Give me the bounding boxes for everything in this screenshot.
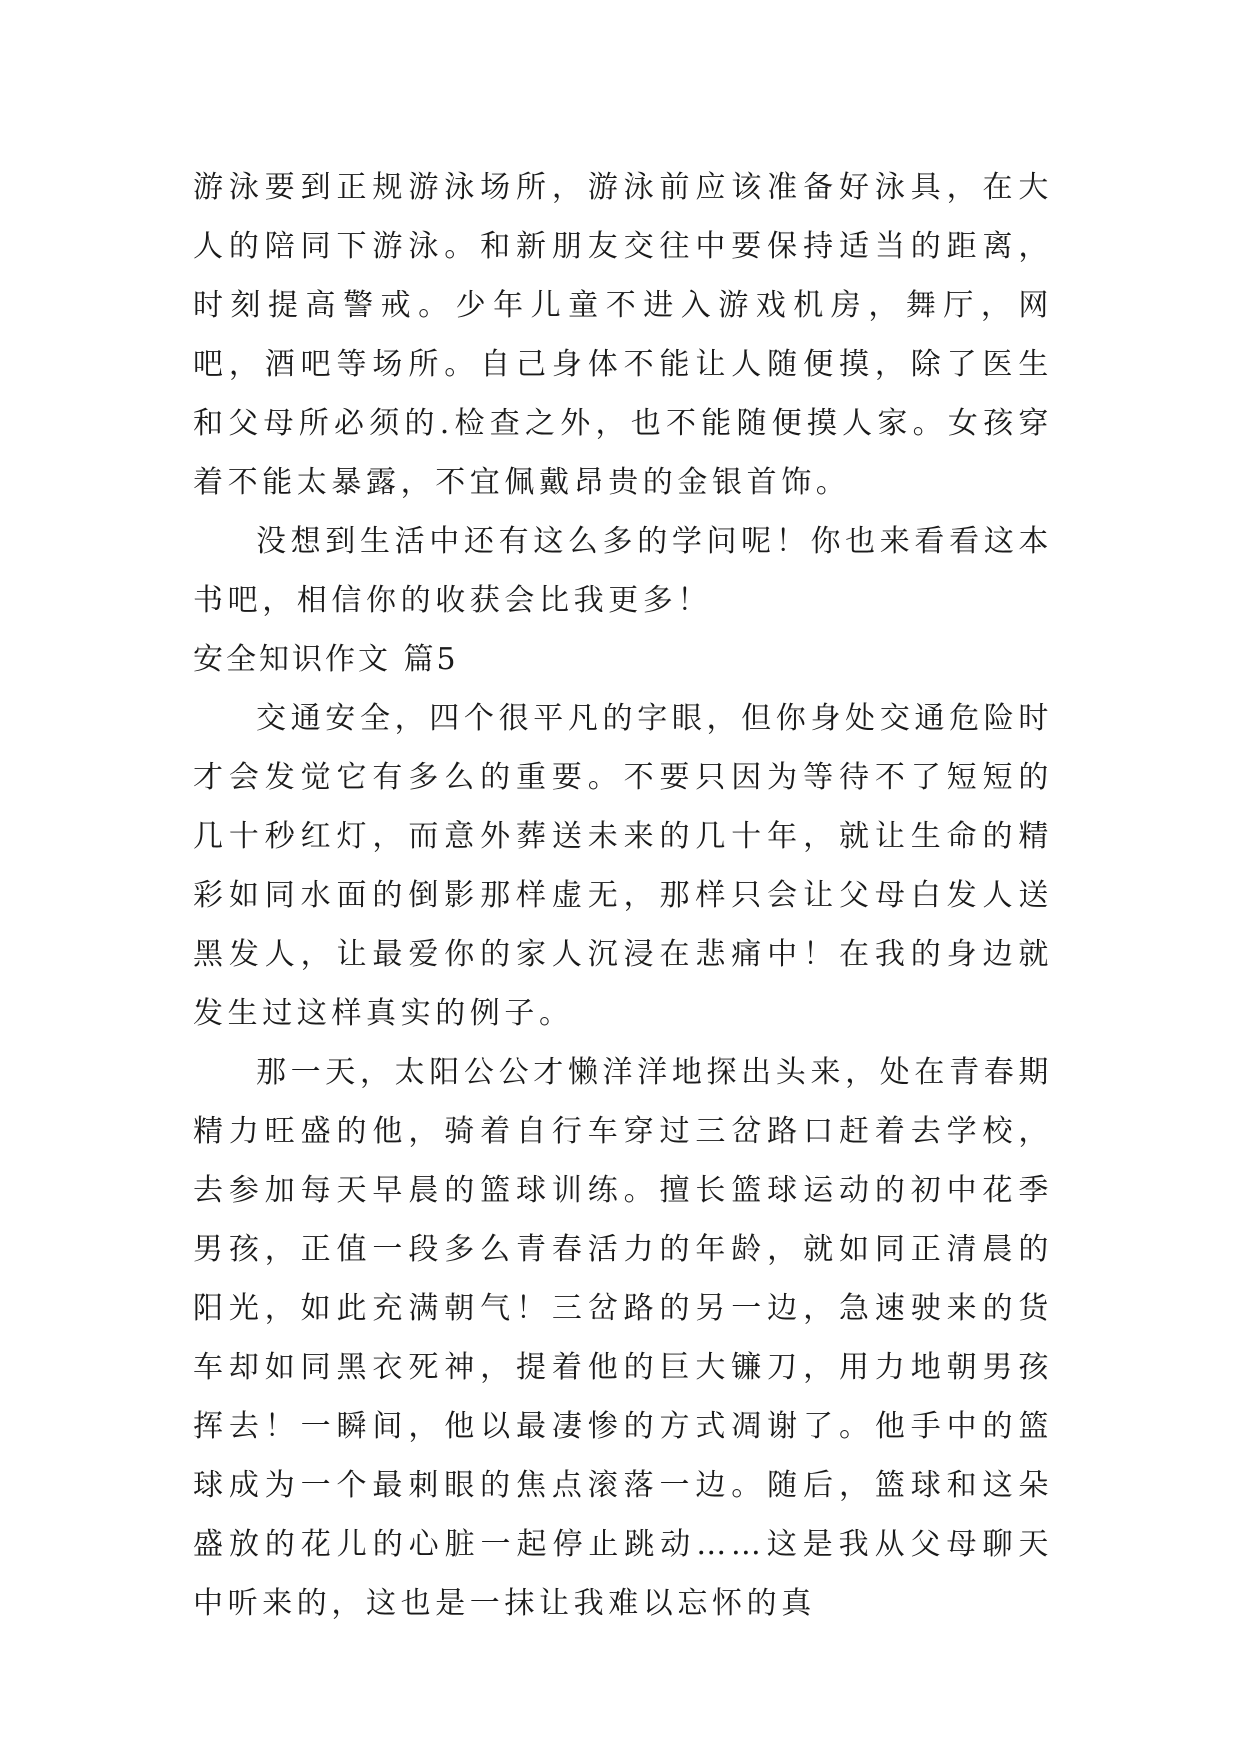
paragraph-swimming-safety: 游泳要到正规游泳场所，游泳前应该准备好泳具，在大人的陪同下游泳。和新朋友交往中要保持适当的距离，时刻提高警戒。少年儿童不进入游戏机房，舞厅，网吧，酒吧等场所。自己身体不能让人随便摸，除了医生和父母所必须的.检查之外，也不能随便摸人家。女孩穿着不能太暴露，不宜佩戴昂贵的金银首饰。 xyxy=(193,170,1053,500)
paragraph-book-recommendation: 没想到生活中还有这么多的学问呢！你也来看看这本书吧，相信你的收获会比我更多！ xyxy=(193,524,1053,618)
paragraph-traffic-safety: 交通安全，四个很平凡的字眼，但你身处交通危险时才会发觉它有多么的重要。不要只因为等待不了短短的几十秒红灯，而意外葬送未来的几十年，就让生命的精彩如同水面的倒影那样虚无，那样只会让父母白发人送黑发人，让最爱你的家人沉浸在悲痛中！在我的身边就发生过这样真实的例子。 xyxy=(193,701,1053,1031)
document-body xyxy=(193,158,1053,1633)
paragraph-accident-story: 那一天，太阳公公才懒洋洋地探出头来，处在青春期精力旺盛的他，骑着自行车穿过三岔路口赶着去学校，去参加每天早晨的篮球训练。擅长篮球运动的初中花季男孩，正值一段多么青春活力的年龄，就如同正清晨的阳光，如此充满朝气！三岔路的另一边，急速驶来的货车却如同黑衣死神，提着他的巨大镰刀，用力地朝男孩挥去！一瞬间，他以最凄惨的方式凋谢了。他手中的篮球成为一个最刺眼的焦点滚落一边。随后，篮球和这朵盛放的花儿的心脏一起停止跳动……这是我从父母聊天中听来的，这也是一抹让我难以忘怀的真 xyxy=(193,1055,1053,1621)
section-heading: 安全知识作文 篇5 xyxy=(193,642,459,677)
